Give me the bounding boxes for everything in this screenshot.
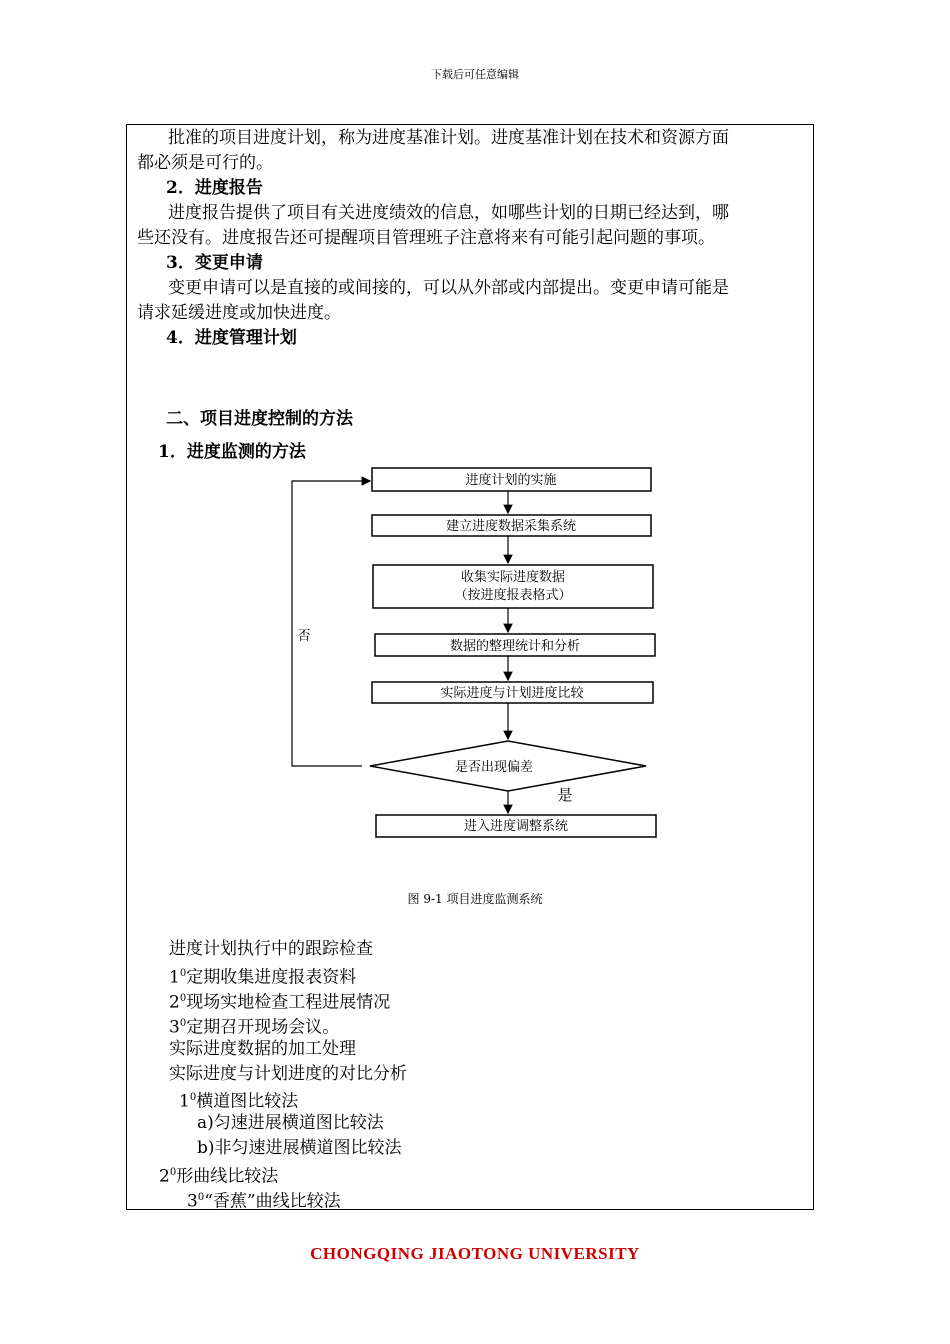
- heading-monitoring-method: 1．进度监测的方法: [158, 442, 306, 462]
- flow-text-box2: 建立进度数据采集系统: [445, 519, 577, 534]
- paragraph-line: 进度报告提供了项目有关进度绩效的信息，如哪些计划的日期已经达到，哪: [168, 203, 729, 223]
- list-item: $1^0$定期收集进度报表资料: [169, 967, 357, 988]
- flow-feedback-arrow: [292, 481, 370, 766]
- list-item: $2^0$现场实地检查工程进展情况: [169, 992, 391, 1013]
- paragraph-line: 变更申请可以是直接的或间接的，可以从外部或内部提出。变更申请可能是: [168, 278, 729, 298]
- flow-text-diamond: 是否出现偏差: [454, 760, 534, 775]
- list-item: b)非匀速进展横道图比较法: [197, 1138, 402, 1158]
- list-item: $3^0$定期召开现场会议。: [169, 1017, 340, 1038]
- list-item: 实际进度数据的加工处理: [169, 1039, 356, 1059]
- paragraph-line: 请求延缓进度或加快进度。: [137, 303, 341, 323]
- list-item: a)匀速进展横道图比较法: [197, 1113, 384, 1133]
- header-note: 下载后可任意编辑: [431, 68, 519, 81]
- list-item: $2^0$形曲线比较法: [159, 1166, 279, 1187]
- flow-label-yes: 是: [557, 786, 573, 804]
- flow-label-no: 否: [297, 629, 311, 644]
- heading-schedule-plan: 4．进度管理计划: [166, 328, 297, 348]
- flow-text-box6: 进入进度调整系统: [463, 819, 569, 834]
- flow-text-box3b: （按进度报表格式）: [454, 588, 572, 603]
- list-item: 进度计划执行中的跟踪检查: [169, 939, 373, 959]
- heading-section-two: 二、项目进度控制的方法: [166, 409, 353, 429]
- heading-progress-report: 2．进度报告: [166, 178, 263, 198]
- flow-text-box5: 实际进度与计划进度比较: [440, 686, 584, 701]
- list-item: $3^0“$香蕉”曲线比较法: [187, 1191, 341, 1212]
- paragraph-line: 都必须是可行的。: [137, 153, 273, 173]
- paragraph-line: 些还没有。进度报告还可提醒项目管理班子注意将来有可能引起问题的事项。: [137, 228, 715, 248]
- flow-text-box4: 数据的整理统计和分析: [449, 639, 581, 654]
- footer-university: CHONGQING JIAOTONG UNIVERSITY: [310, 1244, 640, 1263]
- heading-change-request: 3．变更申请: [166, 253, 263, 273]
- flow-text-box3a: 收集实际进度数据: [460, 570, 566, 585]
- list-item: $1^0$横道图比较法: [179, 1091, 299, 1112]
- flow-text-box1: 进度计划的实施: [465, 473, 557, 488]
- figure-caption: 图 9-1 项目进度监测系统: [407, 892, 543, 906]
- paragraph-line: 批准的项目进度计划，称为进度基准计划。进度基准计划在技术和资源方面: [168, 128, 729, 148]
- list-item: 实际进度与计划进度的对比分析: [169, 1064, 407, 1084]
